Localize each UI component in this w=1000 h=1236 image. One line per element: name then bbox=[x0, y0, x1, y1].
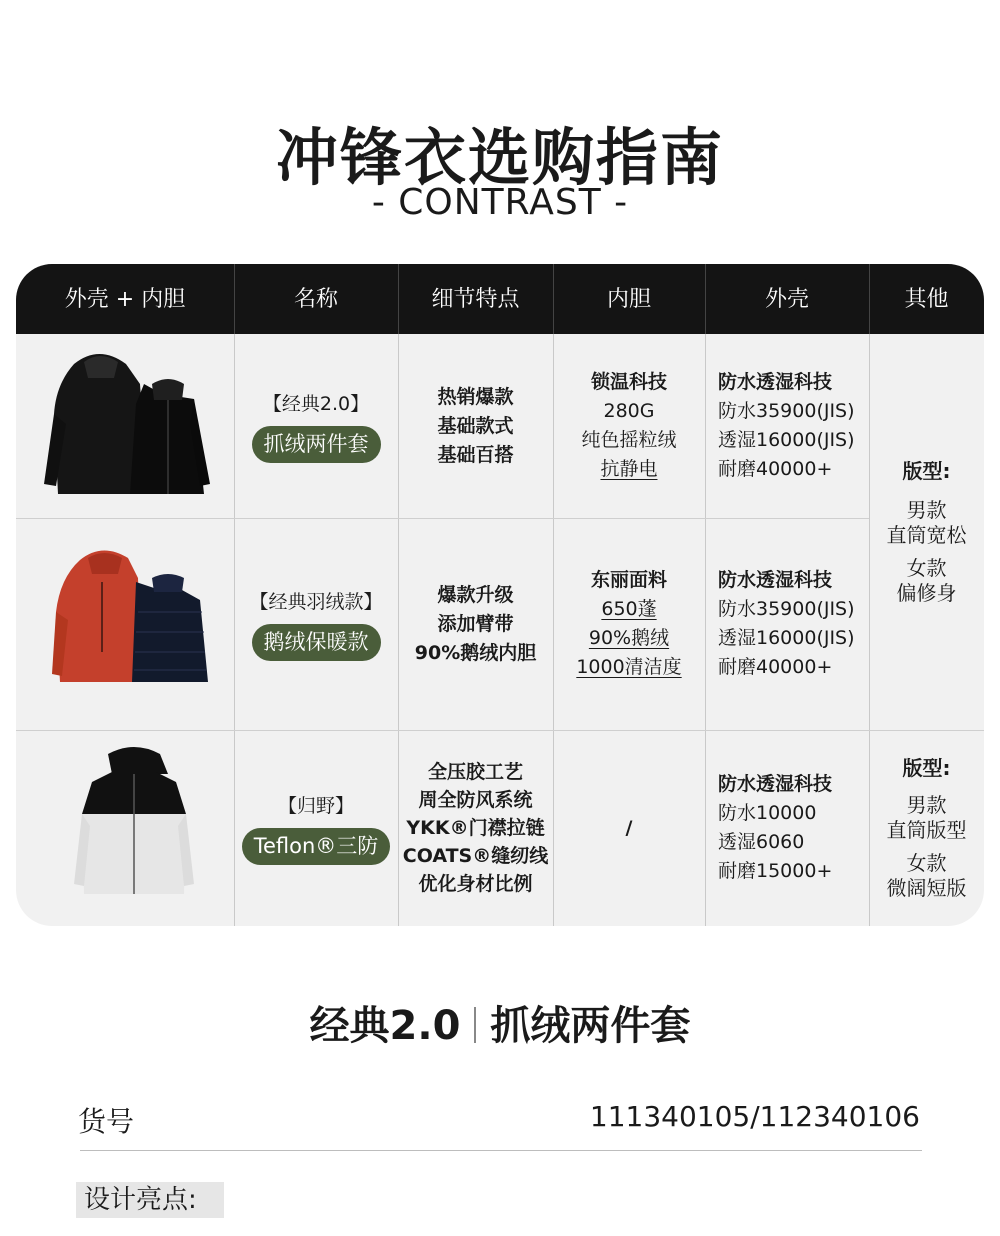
fit-men-value: 直筒宽松 bbox=[886, 522, 967, 547]
fit-men-label: 男款 bbox=[906, 497, 947, 522]
shell-line: 防水透湿科技 bbox=[718, 569, 833, 591]
fit-info-cell bbox=[869, 334, 984, 730]
name-cell bbox=[234, 518, 398, 730]
shell-line: 透湿16000(JIS) bbox=[718, 627, 855, 649]
detail-line: YKK®门襟拉链 bbox=[406, 817, 545, 839]
fit-men-value: 直筒版型 bbox=[886, 817, 967, 842]
fit-women-value: 微阔短版 bbox=[886, 875, 967, 900]
detail-line: 热销爆款 bbox=[437, 385, 514, 408]
black-jacket-set-image bbox=[44, 344, 214, 500]
fit-women-value: 偏修身 bbox=[896, 580, 957, 605]
product-series: 经典2.0 bbox=[309, 1003, 461, 1049]
shell-line: 防水35900(JIS) bbox=[718, 598, 855, 620]
liner-cell bbox=[553, 518, 705, 730]
shell-line: 耐磨15000+ bbox=[718, 860, 833, 882]
design-highlights-label: 设计亮点: bbox=[76, 1182, 224, 1218]
detail-line: 爆款升级 bbox=[437, 583, 514, 606]
shell-cell bbox=[718, 730, 869, 926]
detail-line: 添加臂带 bbox=[437, 612, 514, 635]
detail-line: 基础款式 bbox=[437, 414, 514, 437]
details-cell bbox=[398, 334, 553, 518]
comparison-table bbox=[16, 264, 984, 926]
liner-cell bbox=[553, 730, 705, 926]
page-subtitle: - CONTRAST - bbox=[371, 182, 629, 223]
liner-line: 抗静电 bbox=[600, 458, 658, 480]
liner-line: 1000清洁度 bbox=[576, 656, 682, 678]
name-pill: 抓绒两件套 bbox=[252, 426, 381, 463]
divider bbox=[705, 334, 706, 926]
detail-line: 基础百搭 bbox=[437, 443, 514, 466]
shell-line: 耐磨40000+ bbox=[718, 458, 833, 480]
fit-info-cell bbox=[869, 730, 984, 926]
fit-women-label: 女款 bbox=[906, 555, 947, 580]
table-header bbox=[16, 264, 984, 334]
liner-line: 650蓬 bbox=[601, 598, 657, 620]
shell-line: 防水35900(JIS) bbox=[718, 400, 855, 422]
shell-line: 透湿6060 bbox=[718, 831, 805, 853]
divider bbox=[398, 264, 399, 334]
fit-heading: 版型: bbox=[902, 458, 951, 483]
fit-men-label: 男款 bbox=[906, 792, 947, 817]
details-cell bbox=[398, 518, 553, 730]
sku-label: 货号 bbox=[78, 1105, 135, 1138]
liner-line: 280G bbox=[603, 400, 655, 422]
column-header-name: 名称 bbox=[293, 287, 338, 312]
divider bbox=[705, 264, 706, 334]
divider bbox=[553, 264, 554, 334]
name-bracket: 【经典羽绒款】 bbox=[249, 590, 383, 613]
liner-cell bbox=[553, 334, 705, 518]
liner-line: 锁温科技 bbox=[590, 371, 667, 393]
liner-line: 东丽面料 bbox=[590, 569, 667, 591]
details-cell bbox=[398, 730, 553, 926]
column-header-other: 其他 bbox=[904, 287, 949, 312]
product-section-title bbox=[0, 994, 1000, 1051]
detail-line: 全压胶工艺 bbox=[427, 761, 523, 783]
page-title: 冲锋衣选购指南 bbox=[275, 121, 724, 194]
name-cell bbox=[234, 730, 398, 926]
shell-line: 防水10000 bbox=[718, 802, 817, 824]
name-pill: 鹅绒保暖款 bbox=[252, 624, 381, 661]
shell-line: 防水透湿科技 bbox=[718, 371, 833, 393]
name-pill: Teflon®三防 bbox=[242, 828, 391, 865]
liner-line: 90%鹅绒 bbox=[588, 627, 670, 649]
shell-cell bbox=[718, 518, 869, 730]
title-separator bbox=[474, 1007, 476, 1043]
liner-line: 纯色摇粒绒 bbox=[581, 429, 677, 451]
shell-line: 耐磨40000+ bbox=[718, 656, 833, 678]
column-header-shell-liner: 外壳 + 内胆 bbox=[64, 287, 186, 312]
liner-line: / bbox=[625, 816, 633, 839]
shell-cell bbox=[718, 334, 869, 518]
detail-line: COATS®缝纫线 bbox=[402, 845, 549, 867]
name-bracket: 【归野】 bbox=[277, 794, 354, 817]
name-cell bbox=[234, 334, 398, 518]
shell-line: 透湿16000(JIS) bbox=[718, 429, 855, 451]
detail-line: 90%鹅绒内胆 bbox=[414, 641, 537, 664]
detail-line: 优化身材比例 bbox=[418, 873, 533, 895]
red-jacket-set-image bbox=[52, 542, 212, 688]
divider bbox=[80, 1150, 922, 1151]
name-bracket: 【经典2.0】 bbox=[262, 392, 370, 415]
divider bbox=[869, 264, 870, 334]
column-header-details: 细节特点 bbox=[431, 287, 520, 312]
column-header-liner: 内胆 bbox=[606, 287, 651, 312]
fit-women-label: 女款 bbox=[906, 850, 947, 875]
product-name: 抓绒两件套 bbox=[490, 1003, 691, 1049]
white-black-jacket-image bbox=[72, 744, 196, 904]
column-header-shell: 外壳 bbox=[764, 287, 809, 312]
divider bbox=[234, 264, 235, 334]
shell-line: 防水透湿科技 bbox=[718, 773, 833, 795]
detail-line: 周全防风系统 bbox=[418, 789, 533, 811]
fit-heading: 版型: bbox=[902, 755, 951, 780]
sku-value: 111340105/112340106 bbox=[589, 1100, 920, 1133]
